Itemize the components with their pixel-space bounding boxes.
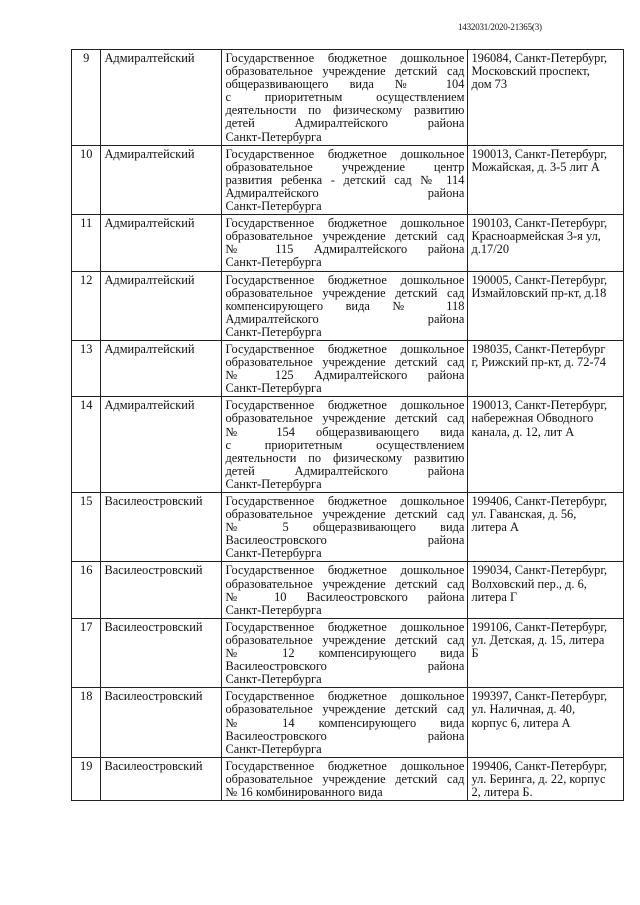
institution-name-line: Государственное бюджетное дошкольное [225, 272, 465, 287]
row-number: 10 [72, 145, 101, 214]
table-row [72, 757, 624, 800]
institution-name-line: Санкт-Петербурга [225, 199, 322, 214]
institution-name-line: деятельности по физическому развитию [225, 103, 465, 118]
address-line: 196084, Санкт-Петербург, [471, 51, 608, 65]
institution-name-cell [222, 757, 468, 800]
institution-name-cell [222, 493, 468, 562]
address-line: литера Г [471, 589, 518, 604]
institution-name-line: Санкт-Петербурга [225, 324, 322, 339]
institution-name-line: Санкт-Петербурга [225, 741, 322, 756]
institution-name-line: Санкт-Петербурга [225, 381, 322, 396]
institution-name-line: детей Адмиралтейского района [225, 116, 465, 131]
institution-name-cell [222, 688, 468, 757]
district-cell: Василеостровский [101, 562, 222, 618]
institution-name-cell [222, 562, 468, 618]
address-line: Волховский пер., д. 6, [471, 576, 587, 591]
institution-name-line: Санкт-Петербурга [225, 546, 322, 561]
table-row [72, 271, 624, 340]
district-cell: Адмиралтейский [101, 145, 222, 214]
address-cell [468, 618, 624, 687]
institution-name-line: № 5 общеразвивающего вида [225, 520, 465, 535]
institution-name-line: № 125 Адмиралтейского района [225, 368, 465, 383]
address-line: г, Рижский пр-кт, д. 72-74 [471, 355, 606, 370]
district-cell: Василеостровский [101, 757, 222, 800]
address-line: дом 73 [471, 77, 508, 92]
row-number: 19 [72, 757, 101, 800]
institution-name-line: Адмиралтейского района [225, 185, 465, 200]
row-number: 11 [72, 215, 101, 271]
institution-name-line: Василеостровского района [225, 533, 465, 548]
institution-name-line: общеразвивающего вида № 104 [225, 77, 465, 92]
address-line: ул. Детская, д. 15, литера [471, 632, 605, 647]
institution-name-line: Государственное бюджетное дошкольное [225, 689, 465, 704]
institution-name-line: образовательное учреждение детский сад [225, 355, 465, 370]
district-cell: Адмиралтейский [101, 340, 222, 396]
institution-name-line: Государственное бюджетное дошкольное [225, 51, 465, 65]
institution-name-line: Государственное бюджетное дошкольное [225, 619, 465, 634]
row-number: 14 [72, 397, 101, 493]
address-line: 199034, Санкт-Петербург, [471, 563, 608, 578]
address-line: 190013, Санкт-Петербург, [471, 398, 608, 413]
institution-name-line: Василеостровского района [225, 659, 465, 674]
institution-name-line: развития ребенка - детский сад № 114 [225, 172, 465, 187]
address-line: 2, литера Б. [471, 784, 533, 799]
table-row [72, 340, 624, 396]
address-line: ул. Наличная, д. 40, [471, 702, 576, 717]
address-cell [468, 50, 624, 146]
address-line: Московский проспект, [471, 64, 590, 79]
table-row [72, 493, 624, 562]
address-line: д.17/20 [471, 242, 510, 257]
address-cell [468, 145, 624, 214]
institution-name-line: № 12 компенсирующего вида [225, 646, 465, 661]
district-cell: Адмиралтейский [101, 397, 222, 493]
institution-name-line: образовательное учреждение детский сад [225, 771, 465, 786]
table-row [72, 562, 624, 618]
address-line: 199397, Санкт-Петербург, [471, 689, 608, 704]
institution-name-line: Государственное бюджетное дошкольное [225, 341, 465, 356]
institution-name-cell [222, 618, 468, 687]
institution-name-line: Василеостровского района [225, 728, 465, 743]
table-row [72, 618, 624, 687]
institution-name-cell [222, 340, 468, 396]
institution-name-line: образовательное учреждение центр [225, 159, 465, 174]
institution-name-line: образовательное учреждение детский сад [225, 411, 465, 426]
institution-name-cell [222, 271, 468, 340]
table-row [72, 50, 624, 146]
district-cell: Адмиралтейский [101, 50, 222, 146]
institution-name-line: с приоритетным осуществлением [225, 437, 465, 452]
institution-name-line: Государственное бюджетное дошкольное [225, 216, 465, 231]
district-cell: Василеостровский [101, 493, 222, 562]
institution-name-cell [222, 145, 468, 214]
institution-name-line: образовательное учреждение детский сад [225, 285, 465, 300]
institution-name-line: образовательное учреждение детский сад [225, 576, 465, 591]
address-line: 190005, Санкт-Петербург, [471, 272, 608, 287]
institution-name-cell [222, 215, 468, 271]
institution-name-line: Государственное бюджетное дошкольное [225, 494, 465, 508]
row-number: 12 [72, 271, 101, 340]
address-cell [468, 688, 624, 757]
district-cell: Василеостровский [101, 618, 222, 687]
address-cell [468, 493, 624, 562]
address-line: литера А [471, 520, 519, 535]
institution-name-line: Государственное бюджетное дошкольное [225, 398, 465, 413]
address-line: ул. Гаванская, д. 56, [471, 507, 577, 522]
address-cell [468, 757, 624, 800]
address-line: 199106, Санкт-Петербург, [471, 619, 608, 634]
institution-name-cell [222, 397, 468, 493]
address-line: 198035, Санкт-Петербург [471, 341, 606, 356]
address-cell [468, 397, 624, 493]
row-number: 16 [72, 562, 101, 618]
table-row [72, 688, 624, 757]
institutions-table [71, 49, 624, 801]
address-line: 199406, Санкт-Петербург, [471, 758, 608, 773]
institution-name-cell [222, 50, 468, 146]
institution-name-line: № 16 комбинированного вида [225, 784, 383, 799]
institution-name-line: детей Адмиралтейского района [225, 463, 465, 478]
district-cell: Адмиралтейский [101, 271, 222, 340]
address-line: Б [471, 646, 479, 661]
table-row [72, 145, 624, 214]
address-line: Красноармейская 3-я ул, [471, 229, 601, 244]
institution-name-line: образовательное учреждение детский сад [225, 702, 465, 717]
address-line: Измайловский пр-кт, д.18 [471, 285, 607, 300]
institution-name-line: образовательное учреждение детский сад [225, 507, 465, 522]
institution-name-line: Адмиралтейского района [225, 311, 465, 326]
document-number: 1432031/2020-21365(3) [458, 22, 542, 32]
table-row [72, 215, 624, 271]
row-number: 13 [72, 340, 101, 396]
address-line: 190103, Санкт-Петербург, [471, 216, 608, 231]
institution-name-line: Санкт-Петербурга [225, 602, 322, 617]
row-number: 17 [72, 618, 101, 687]
address-cell [468, 271, 624, 340]
address-cell [468, 215, 624, 271]
address-line: корпус 6, литера А [471, 715, 571, 730]
row-number: 18 [72, 688, 101, 757]
institution-name-line: Санкт-Петербурга [225, 476, 322, 491]
institution-name-line: образовательное учреждение детский сад [225, 632, 465, 647]
table-row [72, 397, 624, 493]
address-line: канала, д. 12, лит А [471, 424, 575, 439]
table-body [72, 50, 624, 801]
institution-name-line: Государственное бюджетное дошкольное [225, 146, 465, 161]
address-line: Можайская, д. 3-5 лит А [471, 159, 600, 174]
institution-name-line: компенсирующего вида № 118 [225, 298, 465, 313]
institution-name-line: № 154 общеразвивающего вида [225, 424, 465, 439]
district-cell: Василеостровский [101, 688, 222, 757]
address-line: ул. Беринга, д. 22, корпус [471, 771, 606, 786]
institution-name-line: деятельности по физическому развитию [225, 450, 465, 465]
address-line: набережная Обводного [471, 411, 594, 426]
address-line: 199406, Санкт-Петербург, [471, 494, 608, 508]
address-cell [468, 340, 624, 396]
institution-name-line: Санкт-Петербурга [225, 672, 322, 687]
address-line: 190013, Санкт-Петербург, [471, 146, 608, 161]
address-cell [468, 562, 624, 618]
district-cell: Адмиралтейский [101, 215, 222, 271]
institution-name-line: Санкт-Петербурга [225, 255, 322, 270]
institution-name-line: № 14 компенсирующего вида [225, 715, 465, 730]
institution-name-line: Санкт-Петербурга [225, 129, 322, 144]
institution-name-line: образовательное учреждение детский сад [225, 64, 465, 79]
institution-name-line: № 10 Василеостровского района [225, 589, 465, 604]
institution-name-line: № 115 Адмиралтейского района [225, 242, 465, 257]
row-number: 15 [72, 493, 101, 562]
institution-name-line: с приоритетным осуществлением [225, 90, 465, 105]
institution-name-line: Государственное бюджетное дошкольное [225, 563, 465, 578]
institution-name-line: Государственное бюджетное дошкольное [225, 758, 465, 773]
institution-name-line: образовательное учреждение детский сад [225, 229, 465, 244]
row-number: 9 [72, 50, 101, 146]
